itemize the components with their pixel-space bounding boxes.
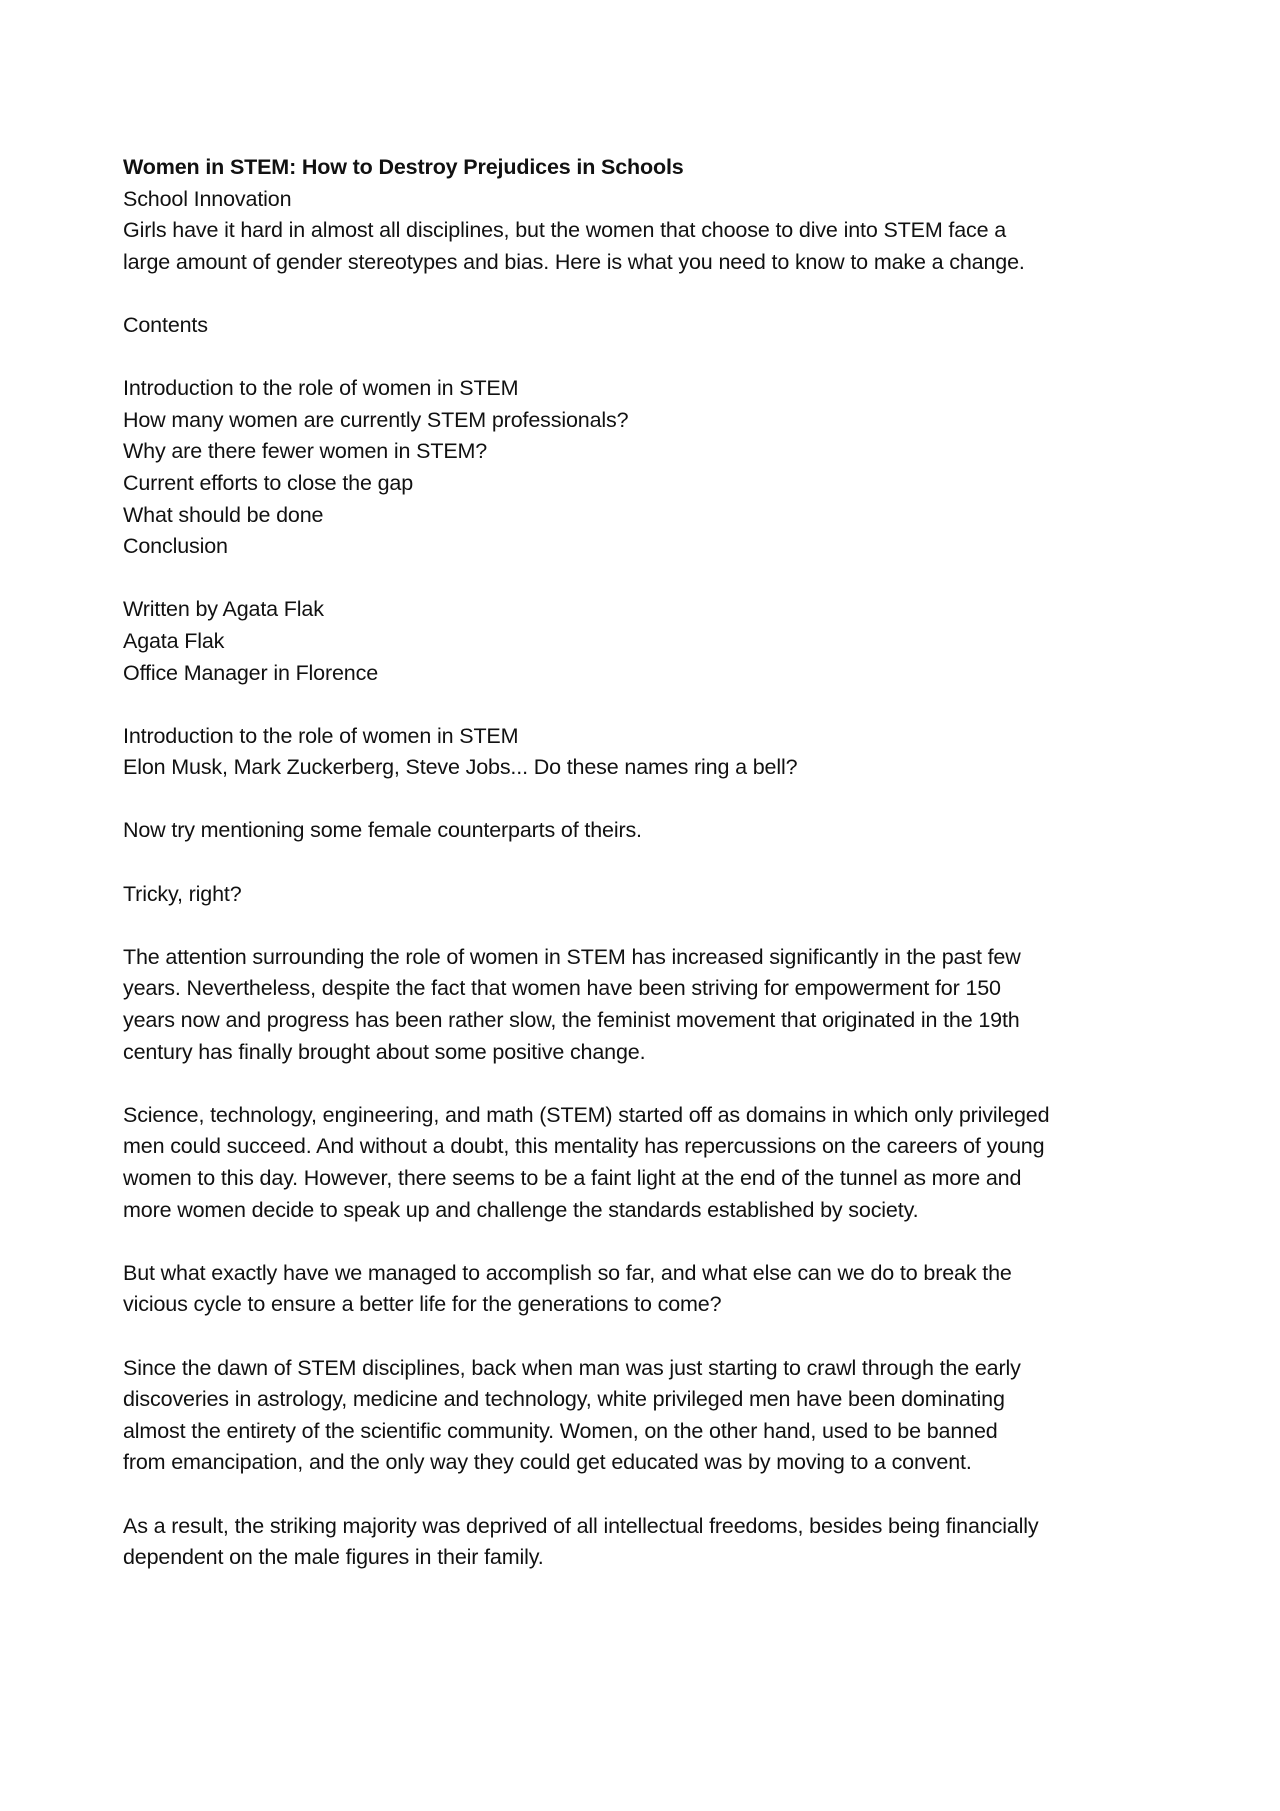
author-name: Agata Flak [123, 628, 225, 653]
document-category: School Innovation [123, 186, 292, 211]
paragraph-gap [123, 1479, 1163, 1511]
contents-item: Why are there fewer women in STEM? [123, 439, 488, 464]
paragraph-line: years. Nevertheless, despite the fact that women have been striving for empowerment for 150 [123, 976, 1001, 1001]
contents-item: Conclusion [123, 534, 228, 559]
paragraph-gap [123, 342, 1163, 374]
paragraph-line: discoveries in astrology, medicine and technology, white privileged men have been dominating [123, 1387, 1005, 1412]
paragraph-line: dependent on the male figures in their family. [123, 1545, 544, 1570]
paragraph-gap [123, 784, 1163, 816]
contents-list [123, 373, 1163, 563]
author-role: Office Manager in Florence [123, 660, 379, 685]
author-block [123, 594, 1163, 689]
paragraph-line: more women decide to speak up and challenge the standards established by society. [123, 1197, 919, 1222]
document-page [123, 152, 1163, 1574]
paragraph-line: from emancipation, and the only way they could get educated was by moving to a convent. [123, 1450, 972, 1475]
tricky-paragraph: Tricky, right? [123, 881, 242, 906]
paragraph-line: The attention surrounding the role of women in STEM has increased significantly in the past few [123, 944, 1021, 969]
paragraph-line: men could succeed. And without a doubt, this mentality has repercussions on the careers of young [123, 1134, 1045, 1159]
paragraph-gap [123, 1068, 1163, 1100]
contents-item: Current efforts to close the gap [123, 470, 413, 495]
science-paragraph [123, 1100, 1163, 1226]
paragraph-line: century has finally brought about some positive change. [123, 1039, 646, 1064]
paragraph-gap [123, 847, 1163, 879]
intro-line: large amount of gender stereotypes and bias. Here is what you need to know to make a change. [123, 249, 1025, 274]
document-title: Women in STEM: How to Destroy Prejudices in Schools [123, 155, 684, 179]
paragraph-gap [123, 1321, 1163, 1353]
paragraph-line: almost the entirety of the scientific community. Women, on the other hand, used to be banned [123, 1418, 998, 1443]
paragraph-gap [123, 1226, 1163, 1258]
contents-heading: Contents [123, 312, 208, 337]
since-paragraph [123, 1353, 1163, 1479]
paragraph-line: But what exactly have we managed to accomplish so far, and what else can we do to break the [123, 1260, 1012, 1285]
intro-line: Girls have it hard in almost all disciplines, but the women that choose to dive into STEM face a [123, 218, 1007, 243]
section-first-line: Elon Musk, Mark Zuckerberg, Steve Jobs... Do these names ring a bell? [123, 755, 798, 780]
paragraph-line: Since the dawn of STEM disciplines, back when man was just starting to crawl through the early [123, 1355, 1021, 1380]
paragraph-line: years now and progress has been rather slow, the feminist movement that originated in the 19th [123, 1008, 1020, 1033]
contents-item: How many women are currently STEM professionals? [123, 407, 629, 432]
author-written-by: Written by Agata Flak [123, 597, 324, 622]
paragraph-gap [123, 689, 1163, 721]
result-paragraph [123, 1511, 1163, 1574]
contents-item: Introduction to the role of women in STEM [123, 376, 519, 401]
paragraph-line: Science, technology, engineering, and math (STEM) started off as domains in which only privileged [123, 1102, 1050, 1127]
intro-paragraph [123, 215, 1163, 278]
attention-paragraph [123, 942, 1163, 1068]
paragraph-line: vicious cycle to ensure a better life for the generations to come? [123, 1292, 722, 1317]
paragraph-gap [123, 563, 1163, 595]
paragraph-gap [123, 278, 1163, 310]
paragraph-line: women to this day. However, there seems to be a faint light at the end of the tunnel as more and [123, 1166, 1022, 1190]
paragraph-gap [123, 910, 1163, 942]
counterparts-paragraph: Now try mentioning some female counterparts of theirs. [123, 818, 642, 843]
section-heading: Introduction to the role of women in STEM [123, 723, 519, 748]
contents-item: What should be done [123, 502, 324, 527]
paragraph-line: As a result, the striking majority was deprived of all intellectual freedoms, besides being financially [123, 1513, 1039, 1538]
but-paragraph [123, 1258, 1163, 1321]
